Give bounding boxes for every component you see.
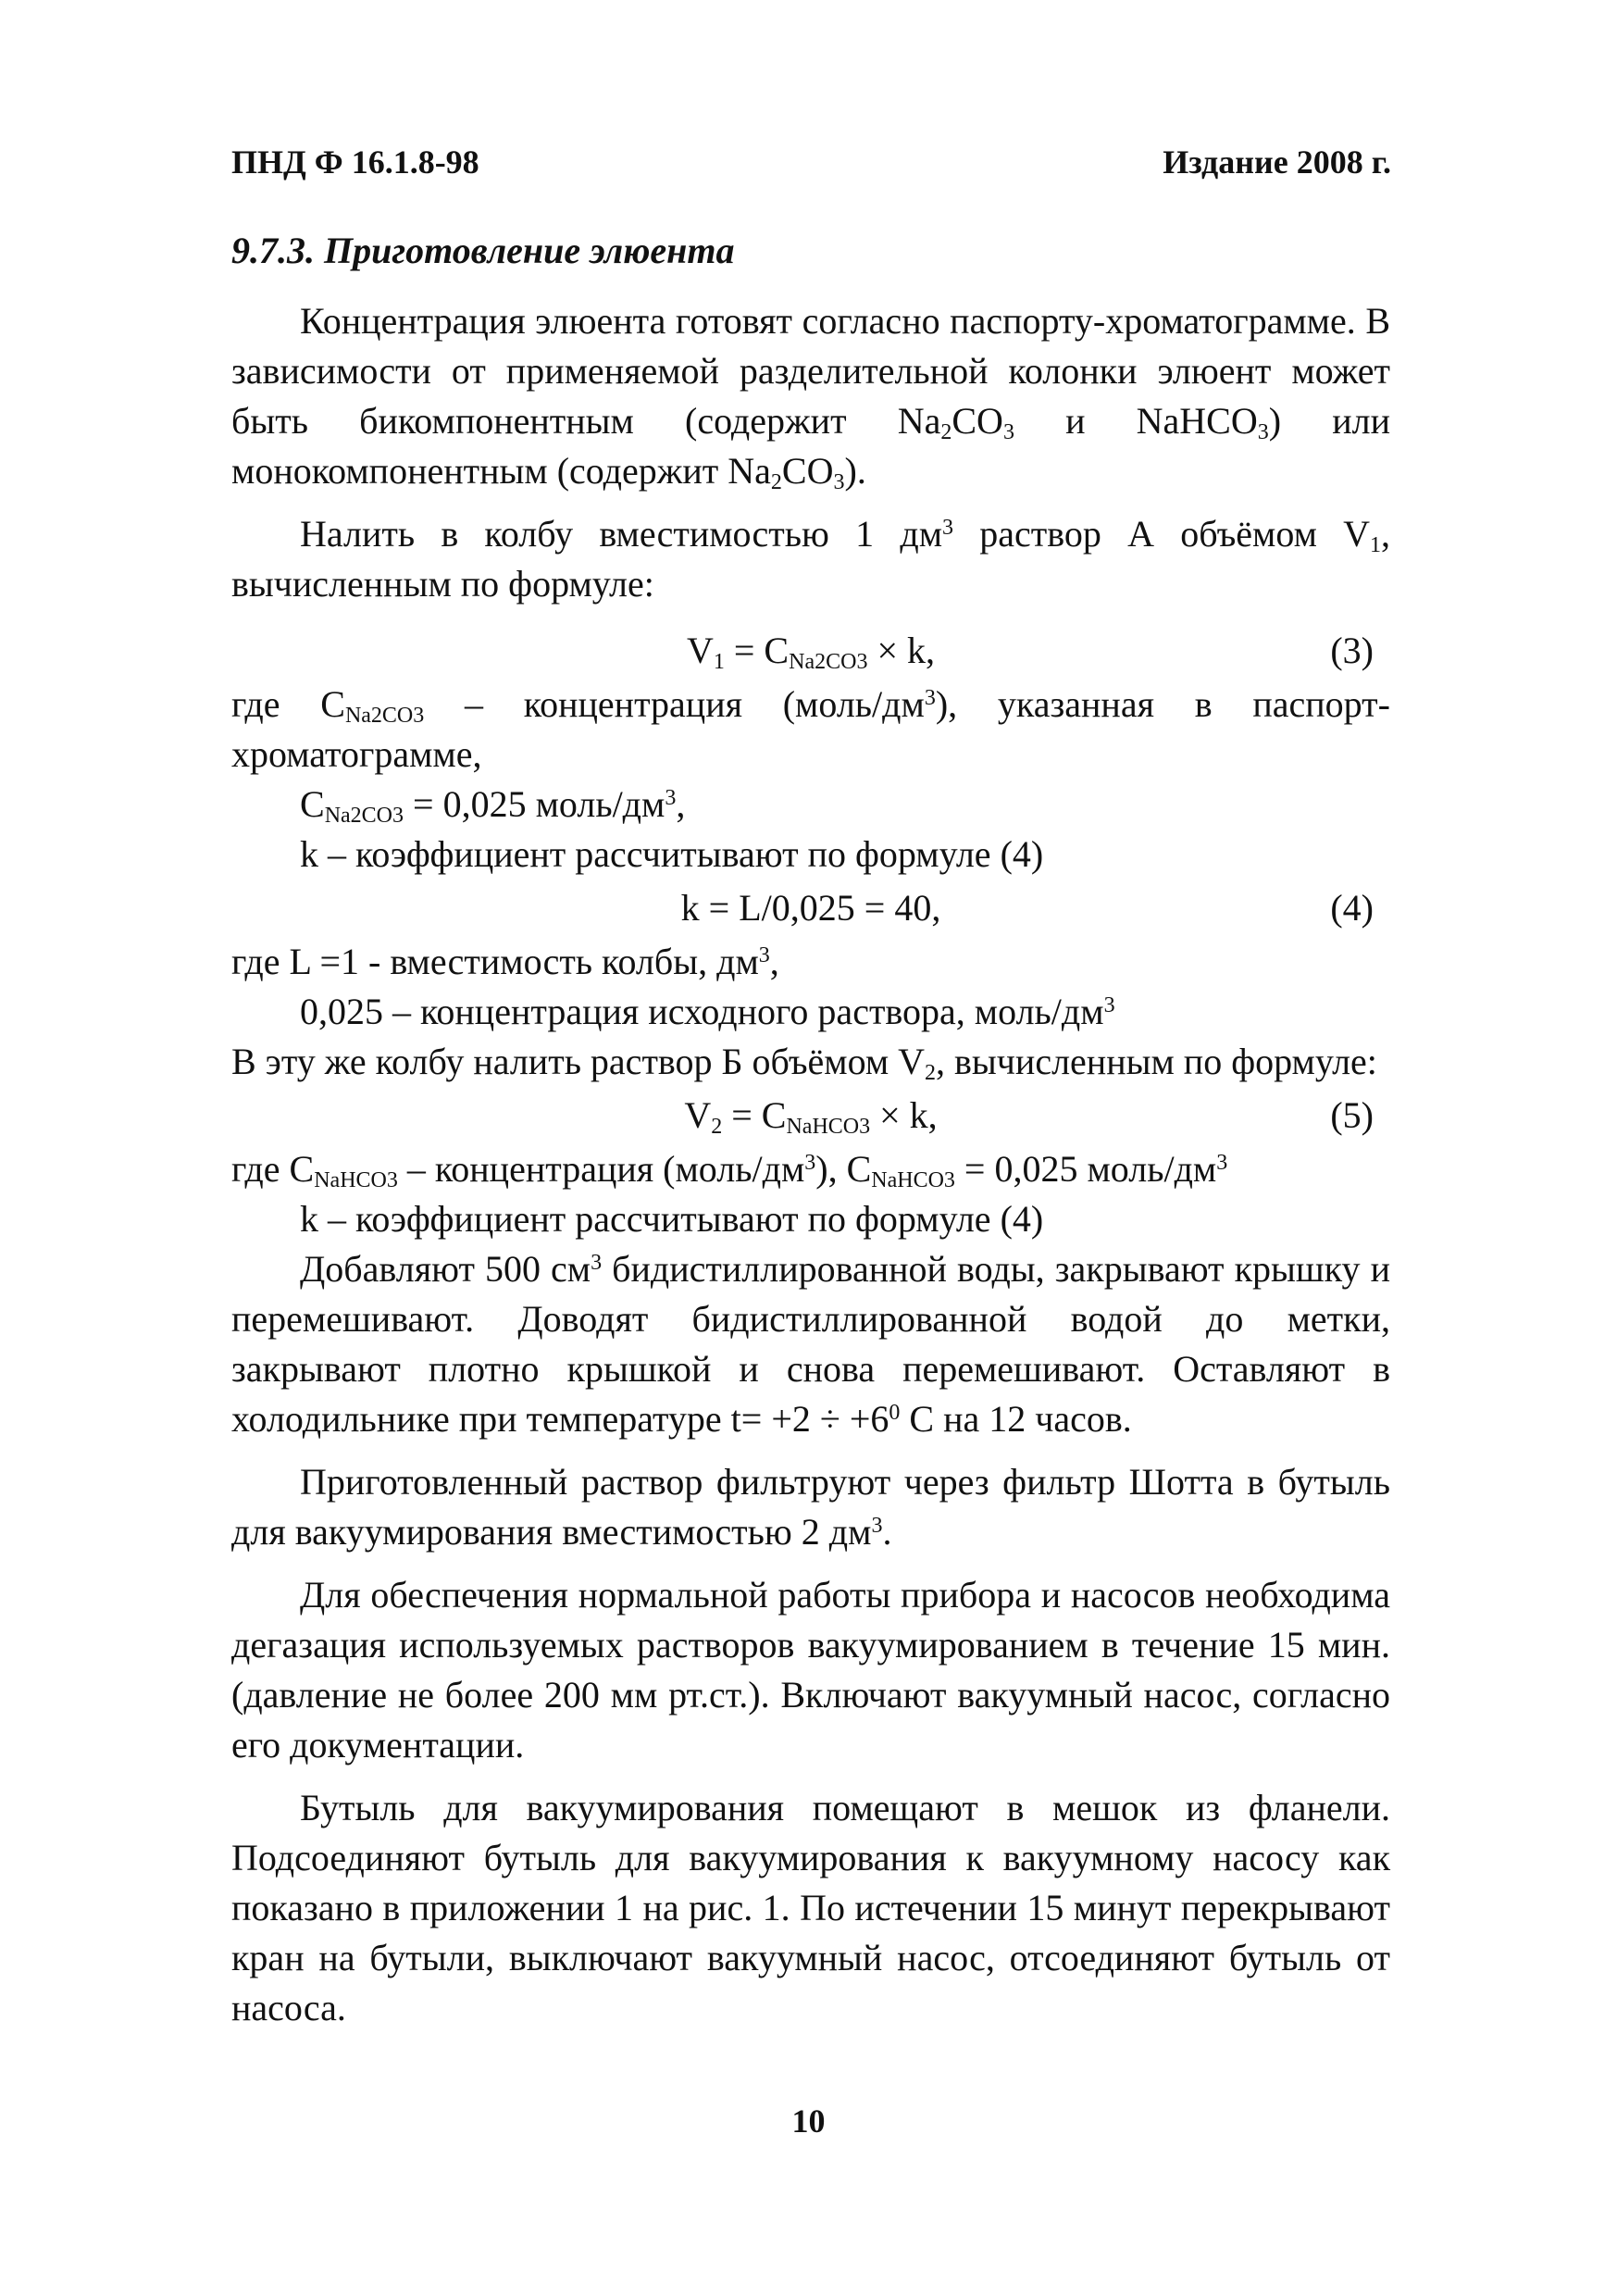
formula-3-definition-continued: хроматограмме, xyxy=(231,733,482,775)
na2co3-concentration: $C_{Na2CO3} = 0,025$ моль/$дм^3$, xyxy=(300,783,686,828)
section-title: 9.7.3. Приготовление элюента xyxy=(231,230,735,271)
pour-solution-b-paragraph: В эту же колбу налить раствор Б объёмом $V_2$, вычисленным по формуле: xyxy=(231,1041,1377,1085)
formula-4-number: (4) xyxy=(1330,887,1374,929)
source-concentration-note: 0,025 – концентрация исходного раствора, моль/$дм^3$ xyxy=(300,991,1115,1032)
formula-5-definition: где $C_{NaHCO3}$ – концентрация $(моль/дм^3)$, $C_{NaHCO3} = 0,025$ моль/$дм^3$ xyxy=(231,1148,1228,1192)
formula-3-number: (3) xyxy=(1330,630,1374,671)
vacuum-bottle-paragraph: Бутыль для вакуумирования помещают в мешок из фланели. Подсоединяют бутыль для вакуумирования к вакуумному насосу как показано в приложении 1 на рис. 1. По истечении 15 минут перекрывают кран на бутыли, выключают вакуумный насос, отсоединяют бутыль от насоса. xyxy=(231,1787,1390,2028)
intro-paragraph: Концентрация элюента готовят согласно паспорту-хроматограмме. В зависимости от применяемой разделительной колонки элюент может быть бикомпонентным (содержит $Na_2CO_3$ и NaHCO$_3$) или монокомпонентным (содержит $Na_2CO_3$). xyxy=(231,300,1390,494)
coefficient-note-2: k – коэффициент рассчитывают по формуле (4) xyxy=(300,1198,1044,1240)
formula-5: $V_2 = C_{NaHCO3} \times k$, (5) xyxy=(231,1087,1390,1144)
page-header xyxy=(231,137,1391,187)
edition-label: Издание 2008 г. xyxy=(1163,144,1391,181)
coefficient-note-1: k – коэффициент рассчитывают по формуле (4) xyxy=(300,833,1044,875)
formula-4: k = L/0,025 = 40, (4) xyxy=(231,880,1390,937)
formula-5-number: (5) xyxy=(1330,1094,1374,1136)
formula-3-definition: где $C_{Na2CO3}$ – концентрация $(моль/дм^3)$, указанная в паспорт- xyxy=(231,683,1390,728)
add-water-paragraph: Добавляют 500 $см^3$ бидистиллированной воды, закрывают крышку и перемешивают. Доводят бидистиллированной водой до метки, закрывают плотно крышкой и снова перемешивают. Оставляют в холодильнике при температуре $t= +2 \div +6^0$ C на 12 часов. xyxy=(231,1248,1390,1440)
page-body xyxy=(231,226,1390,2033)
document-id: ПНД Ф 16.1.8-98 xyxy=(231,144,479,181)
formula-3: $V_1 = C_{Na2CO3} \times k$, (3) xyxy=(231,622,1390,680)
pour-solution-a-paragraph: Налить в колбу вместимостью 1 $дм^3$ раствор А объёмом $V_1$, вычисленным по формуле: xyxy=(231,513,1391,605)
page-number: 10 xyxy=(791,2103,826,2140)
formula-4-definition: где L =1 - вместимость колбы, $дм^3$, xyxy=(231,941,779,982)
filter-paragraph: Приготовленный раствор фильтруют через фильтр Шотта в бутыль для вакуумирования вместимостью 2 $дм^3$. xyxy=(231,1461,1390,1553)
degassing-paragraph: Для обеспечения нормальной работы прибора и насосов необходима дегазация используемых растворов вакуумированием в течение 15 мин. (давление не более 200 мм рт.ст.). Включают вакуумный насос, согласно его документации. xyxy=(231,1574,1390,1766)
